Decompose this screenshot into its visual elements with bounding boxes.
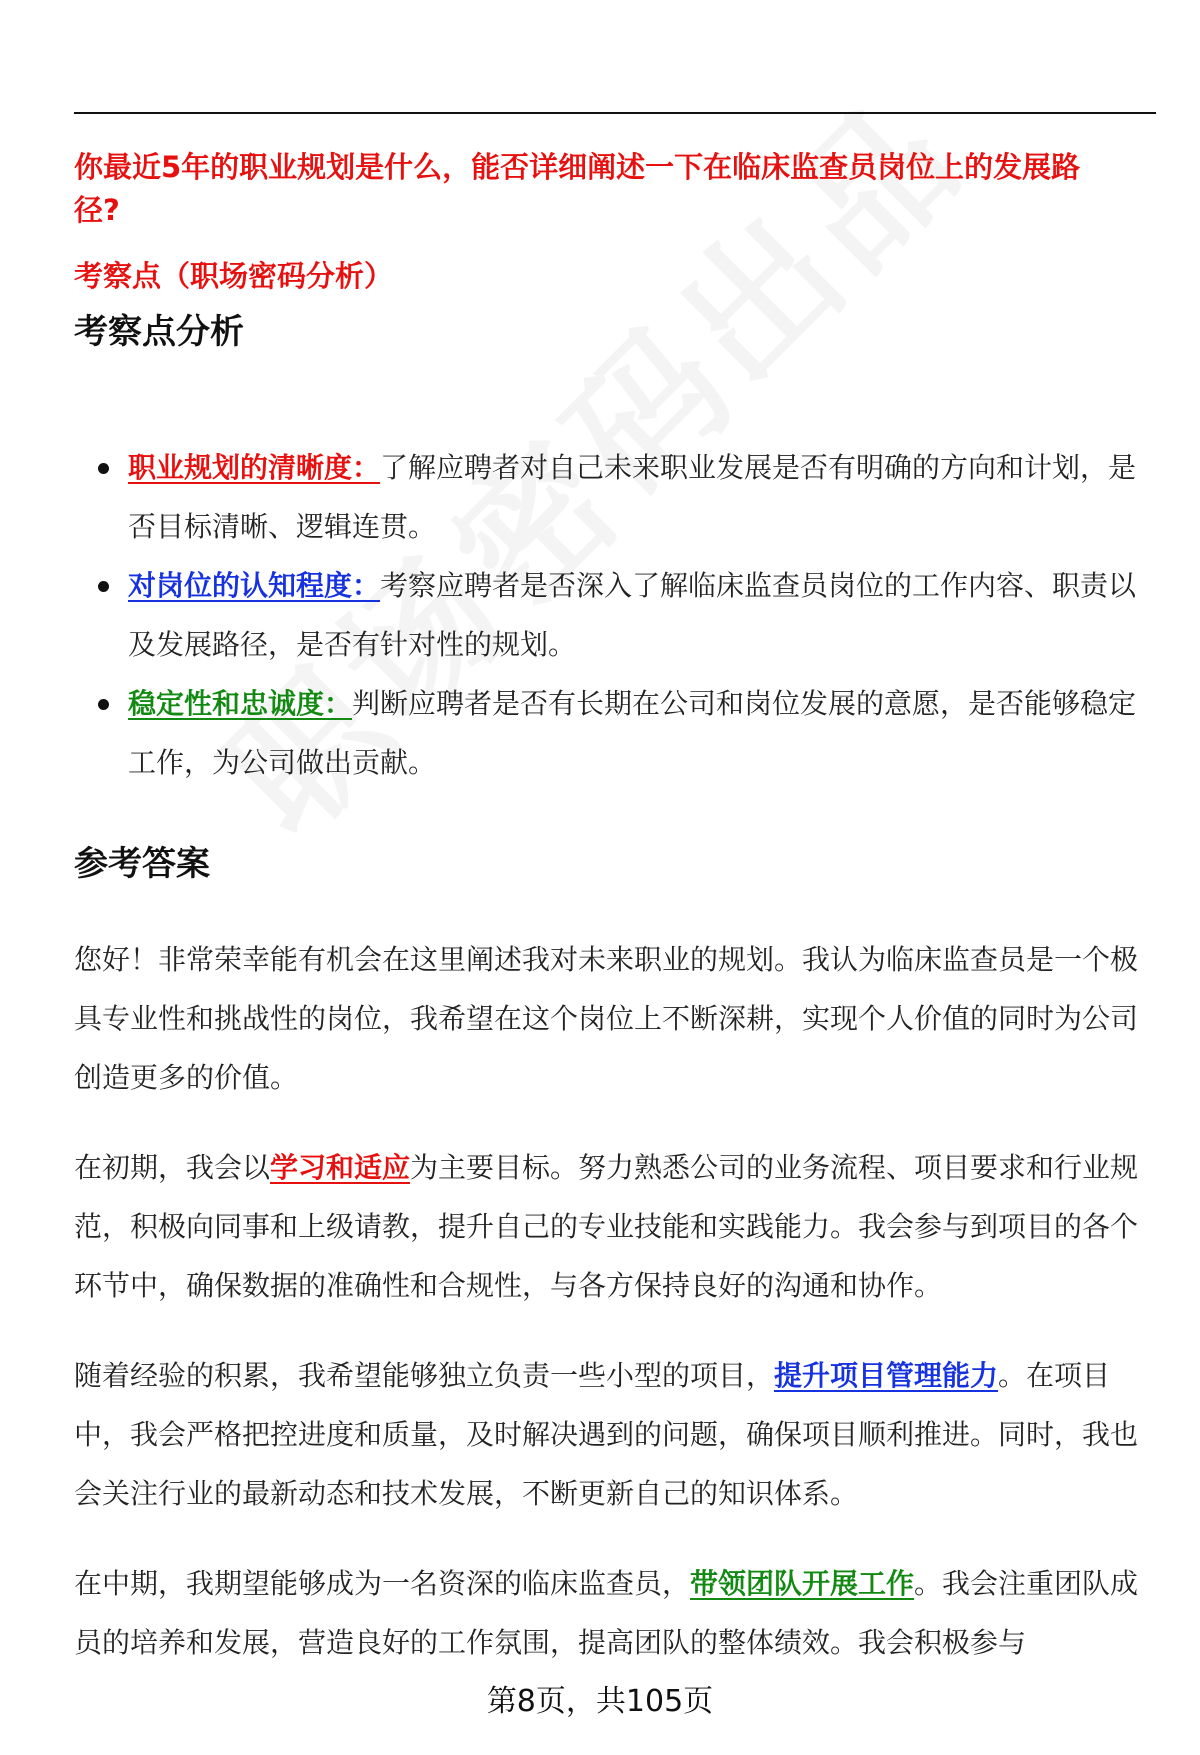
keyword-highlight: 学习和适应 [270,1151,411,1184]
point-label: 职业规划的清晰度： [128,451,381,484]
bullet-icon [98,699,109,710]
answer-paragraph-4 [74,1554,1154,1672]
paragraph-text: 。在项目中，我会严格把控进度和质量，及时解决遇到的问题，确保项目顺利推进。同时，我也会关注行业的最新动态和技术发展，不断更新自己的知识体系。 [74,1359,1139,1510]
section-heading-answer: 参考答案 [74,844,210,884]
page-number: 第8页，共105页 [486,1684,714,1719]
section-heading-analysis: 考察点分析 [74,312,244,352]
paragraph-text: 。我会注重团队成员的培养和发展，营造良好的工作氛围，提高团队的整体绩效。我会积极参与 [74,1567,1139,1659]
analysis-subtitle: 考察点（职场密码分析） [74,259,394,293]
keyword-highlight: 提升项目管理能力 [774,1359,999,1392]
answer-paragraph-3 [74,1346,1154,1523]
analysis-point [74,674,1154,792]
question-title: 你最近5年的职业规划是什么，能否详细阐述一下在临床监查员岗位上的发展路径? [74,150,1081,227]
point-label: 对岗位的认知程度： [128,569,381,602]
point-text: 了解应聘者对自己未来职业发展是否有明确的方向和计划，是否目标清晰、逻辑连贯。 [128,451,1137,543]
paragraph-text: 在中期，我期望能够成为一名资深的临床监查员， [74,1567,691,1600]
answer-paragraph-1: 您好！非常荣幸能有机会在这里阐述我对未来职业的规划。我认为临床监查员是一个极具专业性和挑战性的岗位，我希望在这个岗位上不断深耕，实现个人价值的同时为公司创造更多的价值。 [74,943,1139,1094]
header-rule [74,112,1156,114]
keyword-highlight: 带领团队开展工作 [690,1567,915,1600]
answer-paragraph-2 [74,1138,1154,1315]
paragraph-text: 为主要目标。努力熟悉公司的业务流程、项目要求和行业规范，积极向同事和上级请教，提升自己的专业技能和实践能力。我会参与到项目的各个环节中，确保数据的准确性和合规性，与各方保持良好的沟通和协作。 [74,1151,1139,1302]
analysis-point [74,556,1154,674]
analysis-point-list [74,438,1154,792]
paragraph-text: 在初期，我会以 [74,1151,271,1184]
bullet-icon [98,581,109,592]
point-text: 判断应聘者是否有长期在公司和岗位发展的意愿，是否能够稳定工作，为公司做出贡献。 [128,687,1137,779]
analysis-point [74,438,1154,556]
bullet-icon [98,463,109,474]
paragraph-text: 随着经验的积累，我希望能够独立负责一些小型的项目， [74,1359,775,1392]
point-text: 考察应聘者是否深入了解临床监查员岗位的工作内容、职责以及发展路径，是否有针对性的规划。 [128,569,1137,661]
point-label: 稳定性和忠诚度： [128,687,353,720]
